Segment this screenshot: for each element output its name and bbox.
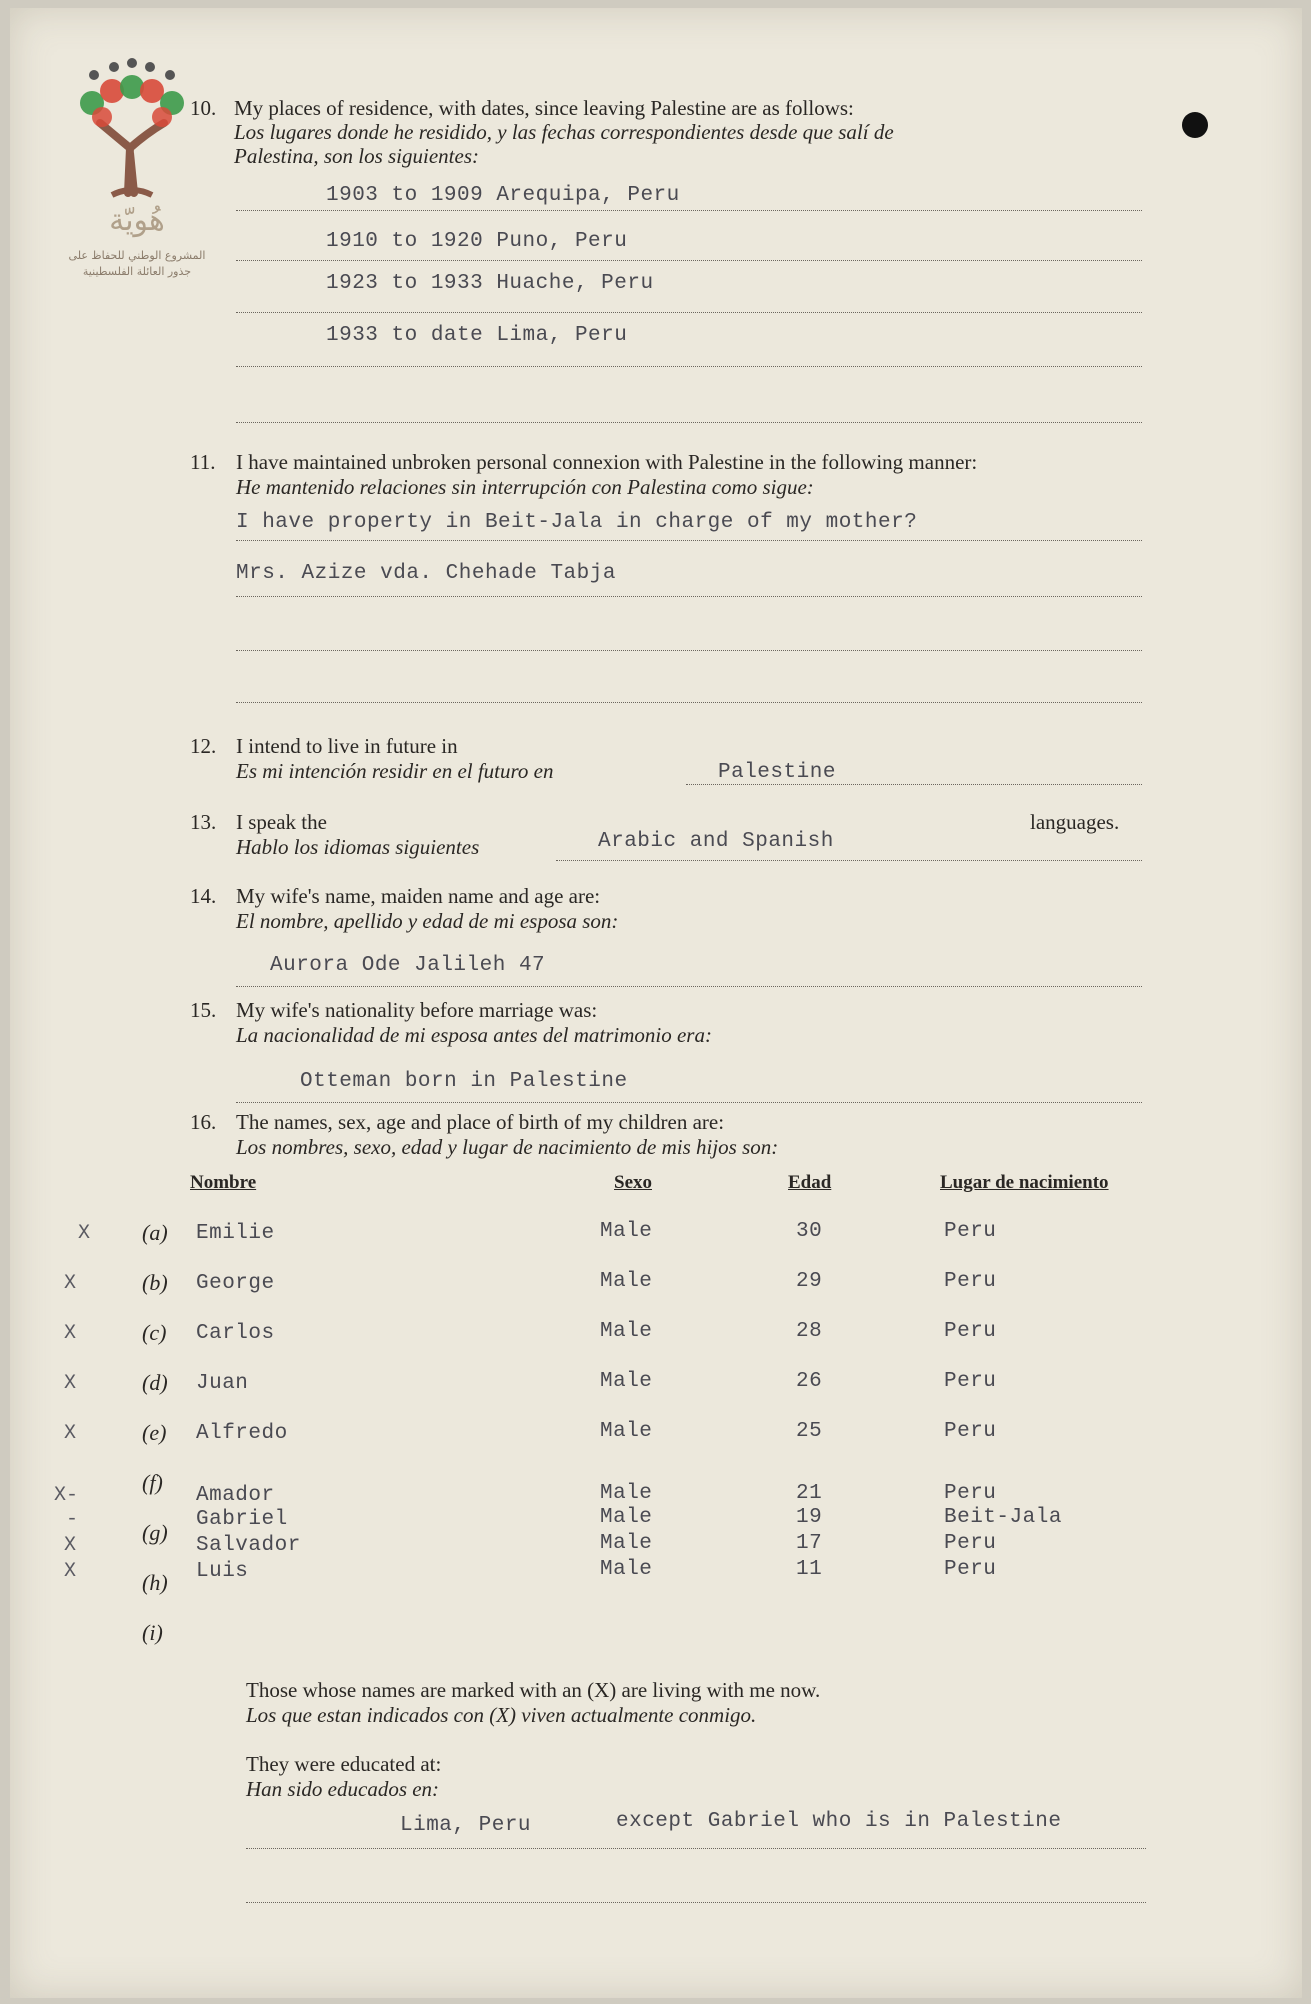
child-sex: Male [600,1320,653,1343]
header-place: Lugar de nacimiento [940,1172,1109,1193]
education-english-label: They were educated at: [246,1752,442,1776]
row-letter: (f) [142,1470,163,1495]
child-age: 28 [796,1320,823,1343]
q11-english-label: I have maintained unbroken personal connexion with Palestine in the following manner: [236,450,978,474]
child-name: Carlos [196,1322,275,1345]
q10-spanish-label-2: Palestina, son los siguientes: [234,144,479,168]
child-age: 21 [796,1482,823,1505]
child-age: 11 [796,1558,823,1581]
row-letter: (c) [142,1320,167,1345]
q10-residence-entry: 1933 to date Lima, Peru [326,324,628,347]
q13-spanish-label: Hablo los idiomas siguientes [236,835,480,859]
q10-english-label: My places of residence, with dates, since leaving Palestine are as follows: [234,96,854,120]
q14-english-label: My wife's name, maiden name and age are: [236,884,601,908]
q15-number: 15. [190,998,217,1022]
child-age: 26 [796,1370,823,1393]
q10-residence-entry: 1910 to 1920 Puno, Peru [326,230,628,253]
child-sex: Male [600,1420,653,1443]
row-letter: (d) [142,1370,168,1395]
row-letter: (a) [142,1220,168,1245]
living-mark: X [64,1534,77,1557]
header-sex: Sexo [614,1172,652,1193]
q14-number: 14. [190,884,217,908]
q10-residence-entry: 1903 to 1909 Arequipa, Peru [326,184,680,207]
q13-answer: Arabic and Spanish [598,830,834,853]
education-answer-note: except Gabriel who is in Palestine [616,1810,1062,1833]
q13-number: 13. [190,810,217,834]
living-mark: - [66,1508,79,1531]
q15-spanish-label: La nacionalidad de mi esposa antes del matrimonio era: [236,1023,712,1047]
child-age: 25 [796,1420,823,1443]
child-place: Peru [944,1420,997,1443]
q11-answer-line-2: Mrs. Azize vda. Chehade Tabja [236,562,616,585]
child-sex: Male [600,1270,653,1293]
child-age: 30 [796,1220,823,1243]
education-answer-place: Lima, Peru [400,1814,532,1837]
q11-number: 11. [190,450,216,474]
child-sex: Male [600,1220,653,1243]
child-age: 19 [796,1506,823,1529]
living-mark: X [64,1422,77,1445]
child-sex: Male [600,1558,653,1581]
child-place: Peru [944,1270,997,1293]
q13-english-label-end: languages. [1030,810,1120,834]
child-name: Emilie [196,1222,275,1245]
q12-spanish-label: Es mi intención residir en el futuro en [236,759,554,783]
child-age: 29 [796,1270,823,1293]
q12-english-label: I intend to live in future in [236,734,458,758]
child-name: Salvador [196,1534,301,1557]
note-spanish: Los que estan indicados con (X) viven actualmente conmigo. [246,1703,757,1727]
punch-hole-mark [1182,112,1208,138]
q16-spanish-label: Los nombres, sexo, edad y lugar de nacimiento de mis hijos son: [236,1135,779,1159]
living-mark: X [64,1272,77,1295]
logo-arabic-name: هُويّة [109,203,165,238]
living-mark: X [64,1560,77,1583]
row-letter: (e) [142,1420,167,1445]
row-letter: (b) [142,1270,168,1295]
header-age: Edad [788,1172,832,1193]
q11-answer-line-1: I have property in Beit-Jala in charge of my mother? [236,511,918,534]
living-mark: X [64,1372,77,1395]
q11-spanish-label: He mantenido relaciones sin interrupción con Palestina como sigue: [236,475,814,499]
q10-residence-entry: 1923 to 1933 Huache, Peru [326,272,654,295]
q12-answer: Palestine [718,761,836,784]
q16-english-label: The names, sex, age and place of birth of my children are: [236,1110,725,1134]
q15-english-label: My wife's nationality before marriage was: [236,998,598,1022]
child-place: Peru [944,1370,997,1393]
living-mark: X- [54,1484,79,1507]
family-tree-icon [72,53,192,203]
logo-subtitle-2: جذور العائلة الفلسطينية [82,265,192,278]
row-letter: (h) [142,1570,168,1595]
child-age: 17 [796,1532,823,1555]
child-sex: Male [600,1482,653,1505]
q10-number: 10. [190,96,217,120]
child-name: George [196,1272,275,1295]
q14-spanish-label: El nombre, apellido y edad de mi esposa son: [236,909,619,933]
logo-subtitle-1: المشروع الوطني للحفاظ على [68,249,206,262]
document-page [10,8,1302,1998]
education-spanish-label: Han sido educados en: [246,1777,440,1801]
q14-answer: Aurora Ode Jalileh 47 [270,954,546,977]
row-letter: (g) [142,1520,168,1545]
child-name: Luis [196,1560,249,1583]
row-letter: (i) [142,1620,163,1645]
q15-answer: Otteman born in Palestine [300,1070,628,1093]
q12-number: 12. [190,734,217,758]
child-sex: Male [600,1532,653,1555]
child-name: Amador [196,1484,275,1507]
child-place: Peru [944,1320,997,1343]
note-english: Those whose names are marked with an (X) are living with me now. [246,1678,821,1702]
child-place: Peru [944,1532,997,1555]
child-name: Gabriel [196,1508,288,1531]
child-sex: Male [600,1370,653,1393]
q16-number: 16. [190,1110,217,1134]
child-place: Peru [944,1482,997,1505]
child-name: Alfredo [196,1422,288,1445]
q13-english-label: I speak the [236,810,327,834]
living-mark: X [64,1322,77,1345]
child-name: Juan [196,1372,249,1395]
q10-spanish-label-1: Los lugares donde he residido, y las fechas correspondientes desde que salí de [234,120,894,144]
living-mark: X [78,1222,91,1245]
child-sex: Male [600,1506,653,1529]
child-place: Peru [944,1558,997,1581]
child-place: Peru [944,1220,997,1243]
header-name: Nombre [190,1172,257,1193]
child-place: Beit-Jala [944,1506,1062,1529]
